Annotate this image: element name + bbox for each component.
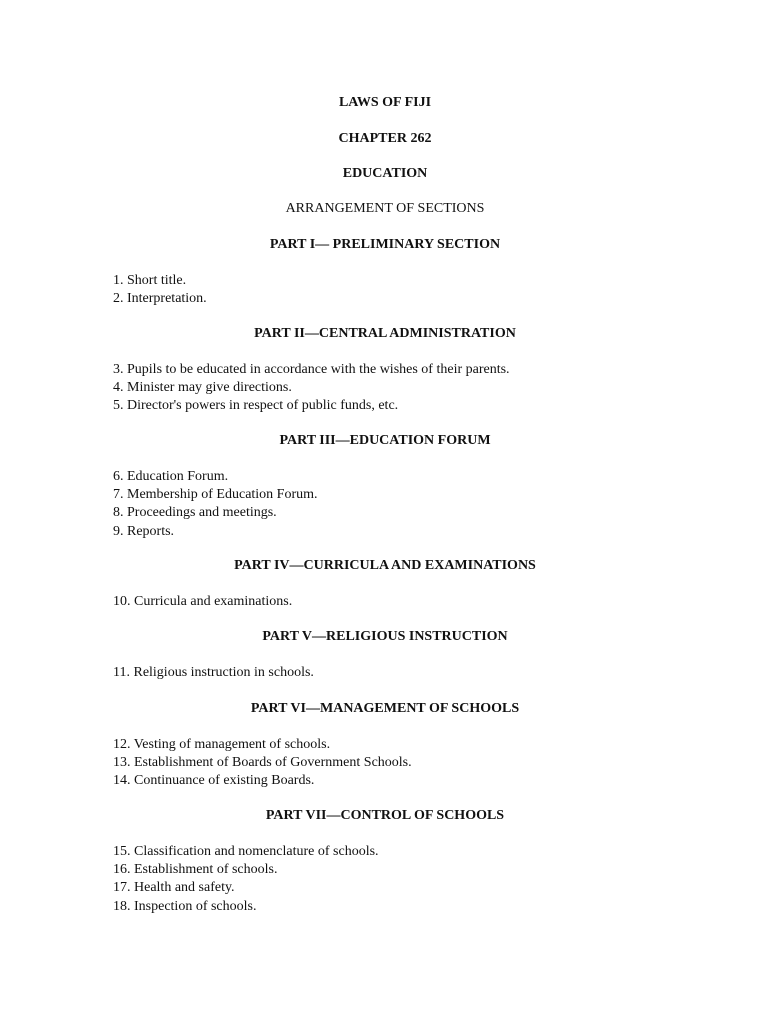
section-list-part-3 [113,468,318,541]
section-item: 4. Minister may give directions. [113,380,292,396]
section-item: 18. Inspection of schools. [113,898,257,914]
part-heading-6: PART VI—MANAGEMENT OF SCHOOLS [250,701,520,716]
part-heading-2: PART II—CENTRAL ADMINISTRATION [254,326,516,341]
part-heading-4: PART IV—CURRICULA AND EXAMINATIONS [234,558,536,573]
section-item: 11. Religious instruction in schools. [113,665,314,680]
section-list-part-6 [113,736,412,791]
section-list-part-4 [113,593,292,611]
section-item: 17. Health and safety. [113,880,235,896]
section-list-part-2 [113,361,510,416]
arrangement-heading: ARRANGEMENT OF SECTIONS [285,201,485,216]
section-item: 7. Membership of Education Forum. [113,487,318,503]
section-item: 16. Establishment of schools. [113,862,278,878]
section-list-part-5 [113,664,314,682]
section-item: 13. Establishment of Boards of Government Schools. [113,755,412,771]
section-list-part-1 [113,272,207,308]
section-item: 8. Proceedings and meetings. [113,505,277,521]
part-heading-7: PART VII—CONTROL OF SCHOOLS [265,808,505,823]
subject-title: EDUCATION [342,166,428,181]
section-item: 1. Short title. [113,273,187,288]
section-item: 9. Reports. [113,523,175,539]
section-item: 3. Pupils to be educated in accordance with the wishes of their parents. [113,362,510,377]
chapter-number: CHAPTER 262 [338,131,432,146]
section-item: 2. Interpretation. [113,291,207,307]
section-item: 10. Curricula and examinations. [113,594,293,609]
part-heading-3: PART III—EDUCATION FORUM [279,433,491,448]
section-item: 15. Classification and nomenclature of schools. [113,844,379,859]
section-item: 14. Continuance of existing Boards. [113,773,315,789]
section-list-part-7 [113,843,379,916]
section-item: 6. Education Forum. [113,469,229,484]
part-heading-1: PART I— PRELIMINARY SECTION [269,237,501,252]
section-item: 5. Director's powers in respect of public funds, etc. [113,398,399,414]
section-item: 12. Vesting of management of schools. [113,737,331,752]
part-heading-5: PART V—RELIGIOUS INSTRUCTION [262,629,508,644]
law-title: LAWS OF FIJI [338,95,432,110]
